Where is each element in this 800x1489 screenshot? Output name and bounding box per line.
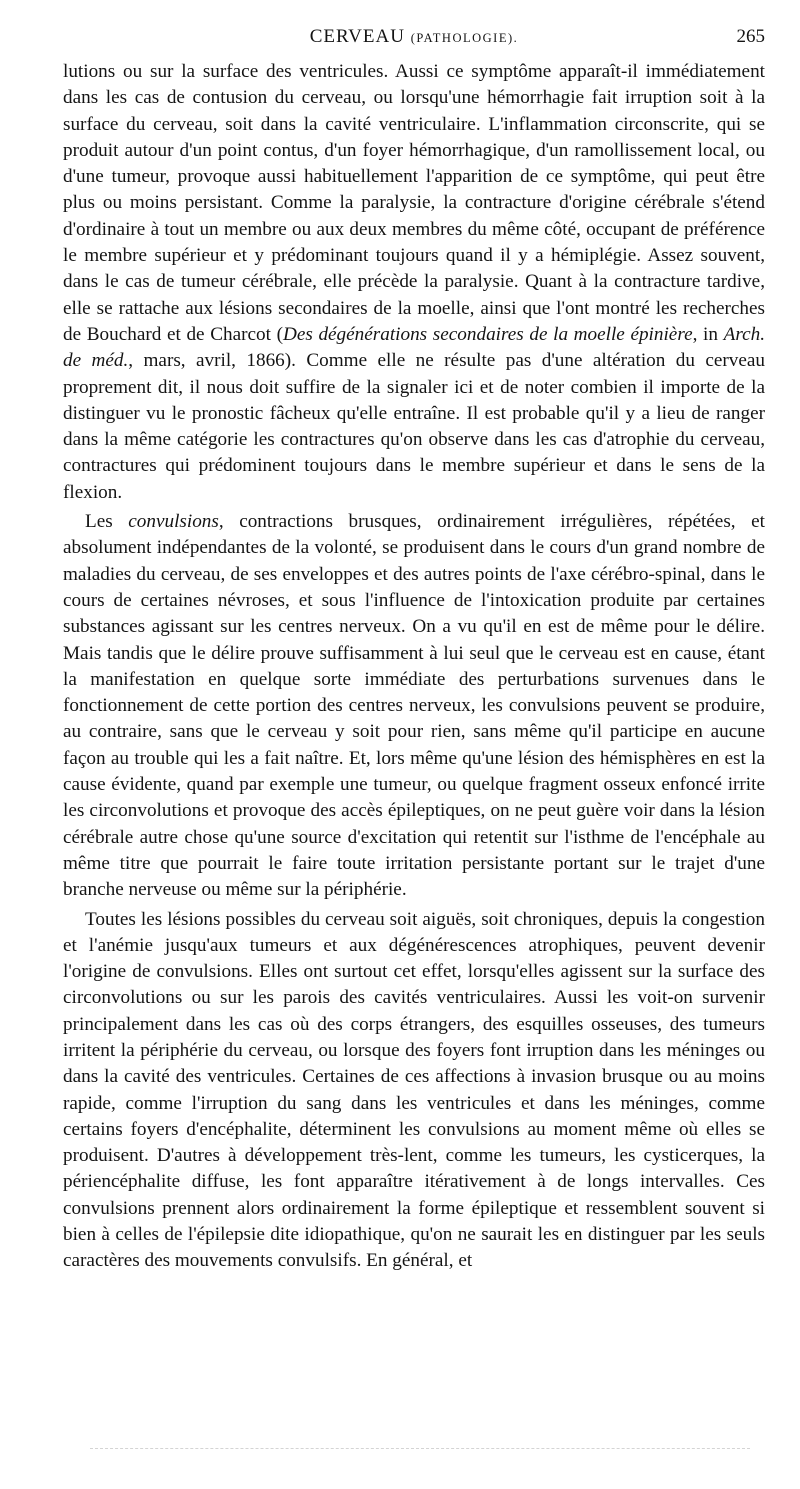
paragraph-segment: Les [85, 511, 129, 533]
paragraph-segment-italic: Des dégénérations secondaires de la moelle épinière [282, 323, 693, 345]
paragraph-segment-italic: Arch. de méd. [63, 323, 765, 372]
paragraph-1 [63, 59, 765, 506]
body-text [63, 59, 765, 1278]
page-header [63, 26, 765, 50]
running-head [63, 26, 765, 48]
paragraph-3 [63, 907, 765, 1275]
running-head-title: CERVEAU [309, 26, 405, 47]
footer-rule [90, 1448, 750, 1449]
paragraph-segment-italic: convulsions [128, 511, 219, 533]
paragraph-2 [63, 509, 765, 903]
paragraph-segment: , in [692, 323, 724, 345]
paragraph-segment: , mars, avril, 1866). Comme elle ne résulte pas d'une altération du cerveau proprement dit, il nous doit suffire de la signaler ici et de noter combien il importe de la distinguer vu le pronostic fâcheux qu'elle entraîne. Il est probable qu'il y a lieu de ranger dans la même catégorie les contractures qu'on observe dans les cas d'atrophie du cerveau, contractures qui prédominent toujours dans le membre supérieur et dans le sens de la flexion. [63, 350, 766, 503]
paragraph-segment: lutions ou sur la surface des ventricules. Aussi ce symptôme apparaît-il immédiatement dans les cas de contusion du cerveau, ou lorsqu'une hémorrhagie fait irruption soit à la surface du cerveau, soit dans la cavité ventriculaire. L'inflammation circonscrite, qui se produit autour d'un point contus, d'un foyer hémorrhagique, d'un ramollissement local, ou d'une tumeur, provoque aussi habituellement l'apparition de ce symptôme, qui peut être plus ou moins persistant. Comme la paralysie, la contracture d'origine cérébrale s'étend d'ordinaire à tout un membre ou aux deux membres du même côté, occupant de préférence le membre supérieur et y prédominant toujours quand il y a hémiplégie. Assez souvent, dans le cas de tumeur cérébrale, elle précède la paralysie. Quant à la contracture tardive, elle se rattache aux lésions secondaires de la moelle, ainsi que l'ont montré les recherches de Bouchard et de Charcot ( [63, 61, 765, 345]
paragraph-segment: , contractions brusques, ordinairement irrégulières, répétées, et absolument indépendantes de la volonté, se produisent dans le cours d'un grand nombre de maladies du cerveau, de ses enveloppes et des autres points de l'axe cérébro-spinal, dans le cours de certaines névroses, et sous l'influence de l'intoxication produite par certaines substances agissant sur les centres nerveux. On a vu qu'il en est de même pour le délire. Mais tandis que le délire prouve suffisamment à lui seul que le cerveau est en cause, étant la manifestation en quelque sorte immédiate des perturbations survenues dans le fonctionnement de cette portion des centres nerveux, les convulsions peuvent se produire, au contraire, sans que le cerveau y soit pour rien, sans même qu'il participe en aucune façon au trouble qui les a fait naître. Et, lors même qu'une lésion des hémisphères en est la cause évidente, quand par exemple une tumeur, ou quelque fragment osseux enfoncé irrite les circonvolutions et provoque des accès épileptiques, on ne peut guère voir dans la lésion cérébrale autre chose qu'une source d'excitation qui retentit sur l'isthme de l'encéphale au même titre que pourrait le faire toute irritation persistante portant sur le trajet d'une branche nerveuse ou même sur la périphérie. [63, 511, 765, 901]
running-head-subtitle: (PATHOLOGIE). [410, 31, 519, 45]
page-number: 265 [736, 26, 765, 47]
paragraph-segment: Toutes les lésions possibles du cerveau soit aiguës, soit chroniques, depuis la congestion et l'anémie jusqu'aux tumeurs et aux dégénérescences atrophiques, peuvent devenir l'origine de convulsions. Elles ont surtout cet effet, lorsqu'elles agissent sur la surface des circonvolutions ou sur les parois des cavités ventriculaires. Aussi les voit-on survenir principalement dans les cas où des corps étrangers, des esquilles osseuses, des tumeurs irritent la périphérie du cerveau, ou lorsque des foyers font irruption dans les méninges ou dans la cavité des ventricules. Certaines de ces affections à invasion brusque ou au moins rapide, comme l'irruption du sang dans les ventricules et dans les méninges, comme certains foyers d'encéphalite, déterminent les convulsions au moment même où elles se produisent. D'autres à développement très-lent, comme les tumeurs, les cysticerques, la périencéphalite diffuse, les font apparaître itérativement à de longs intervalles. Ces convulsions prennent alors ordinairement la forme épileptique et ressemblent souvent si bien à celles de l'épilepsie dite idiopathique, qu'on ne saurait les en distinguer par les seuls caractères des mouvements convulsifs. En général, et [63, 908, 765, 1272]
